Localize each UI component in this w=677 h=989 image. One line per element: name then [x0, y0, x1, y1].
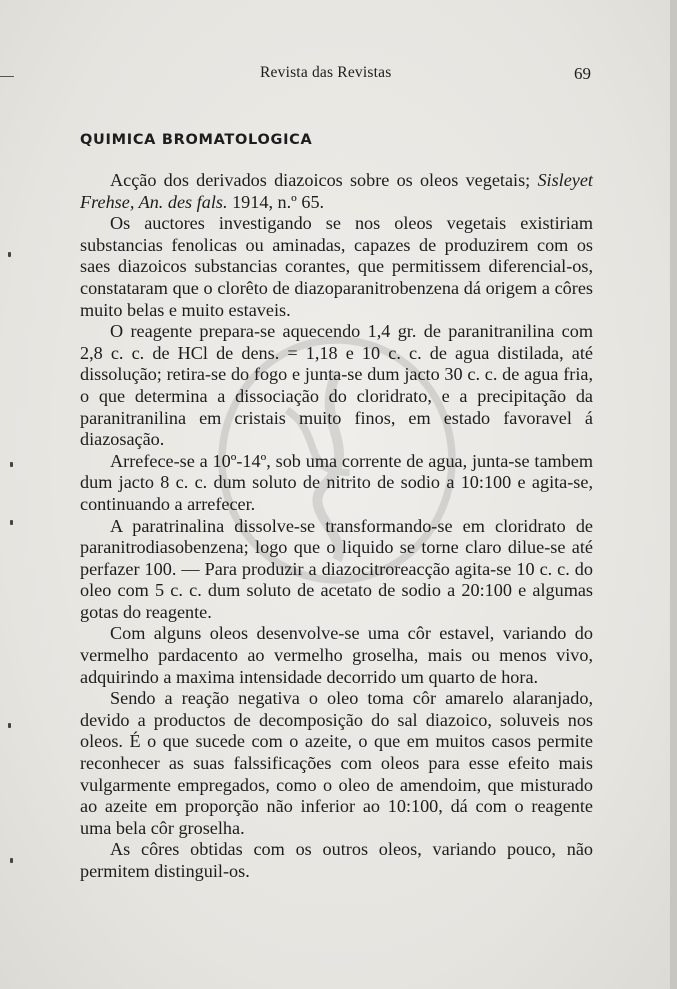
paragraph: A paratrinalina dissolve-se transformando-se em cloridrato de paranitrodiasobenzena; logo que o liquido se torne claro dilue-se até perfazer 100. — Para produzir a diazocitroreacção agita-se 10 c. c. do oleo com 5 c. c. dum soluto de acetato de sodio a 20:100 e algumas gotas do reagente. [80, 515, 593, 622]
section-title: QUIMICA BROMATOLOGICA [80, 132, 313, 148]
paragraph: Sendo a reação negativa o oleo toma côr amarelo alaranjado, devido a productos de decomposição do sal diazoico, soluveis nos oleos. É o que sucede com o azeite, o que em muitos casos permite reconhecer as suas falssificações com oleos para esse efeito mais vulgarmente empregados, como o oleo de amendoim, que misturado ao azeite em proporção não inferior ao 10:100, dá com o reagente uma bela côr groselha. [80, 688, 593, 838]
article-body [80, 170, 593, 883]
page-edge-shadow [670, 0, 677, 989]
citation-title: Acção dos derivados diazoicos sobre os oleos vegetais; [110, 170, 531, 190]
edge-rule [0, 76, 14, 77]
citation [80, 170, 593, 213]
margin-mark [10, 520, 13, 525]
paragraph: Com alguns oleos desenvolve-se uma côr estavel, variando do vermelho pardacento ao vermelho groselha, mais ou menos vivo, adquirindo a maxima intensidade decorrido um quarto de hora. [80, 623, 593, 687]
paragraph: As côres obtidas com os outros oleos, variando pouco, não permitem distinguil-os. [80, 839, 593, 881]
header-title: Revista das Revistas [260, 64, 392, 81]
paragraph: Os auctores investigando se nos oleos vegetais existiriam substancias fenolicas ou aminadas, capazes de produzirem com os saes diazoicos substancias corantes, que permitissem diferencial-os, constataram que o clorêto de diazoparanitrobenzena dá origem a côres muito belas e muito estaveis. [80, 213, 593, 320]
paragraph: Arrefece-se a 10º-14º, sob uma corrente de agua, junta-se tambem dum jacto 8 c. c. dum soluto de nitrito de sodio a 10:100 e agita-se, continuando a arrefecer. [80, 450, 593, 514]
citation-year: 1914, n.º 65. [232, 191, 325, 212]
margin-mark [10, 858, 13, 863]
paragraph: O reagente prepara-se aquecendo 1,4 gr. de paranitranilina com 2,8 c. c. de HCl de dens. = 1,18 e 10 c. c. de agua distilada, até dissolução; retira-se do fogo e junta-se dum jacto 30 c. c. de agua fria, o que determina a dissociação do cloridrato, e a precipitação da paranitranilina em cristais muito finos, em estado favoravel á diazosação. [80, 321, 593, 450]
running-header [0, 64, 677, 84]
citation-authors: Sisleyet Frehse, An. des fals. [80, 170, 593, 212]
margin-mark [10, 462, 13, 467]
page-number: 69 [574, 64, 591, 83]
margin-mark [8, 723, 11, 728]
margin-mark [8, 252, 11, 257]
